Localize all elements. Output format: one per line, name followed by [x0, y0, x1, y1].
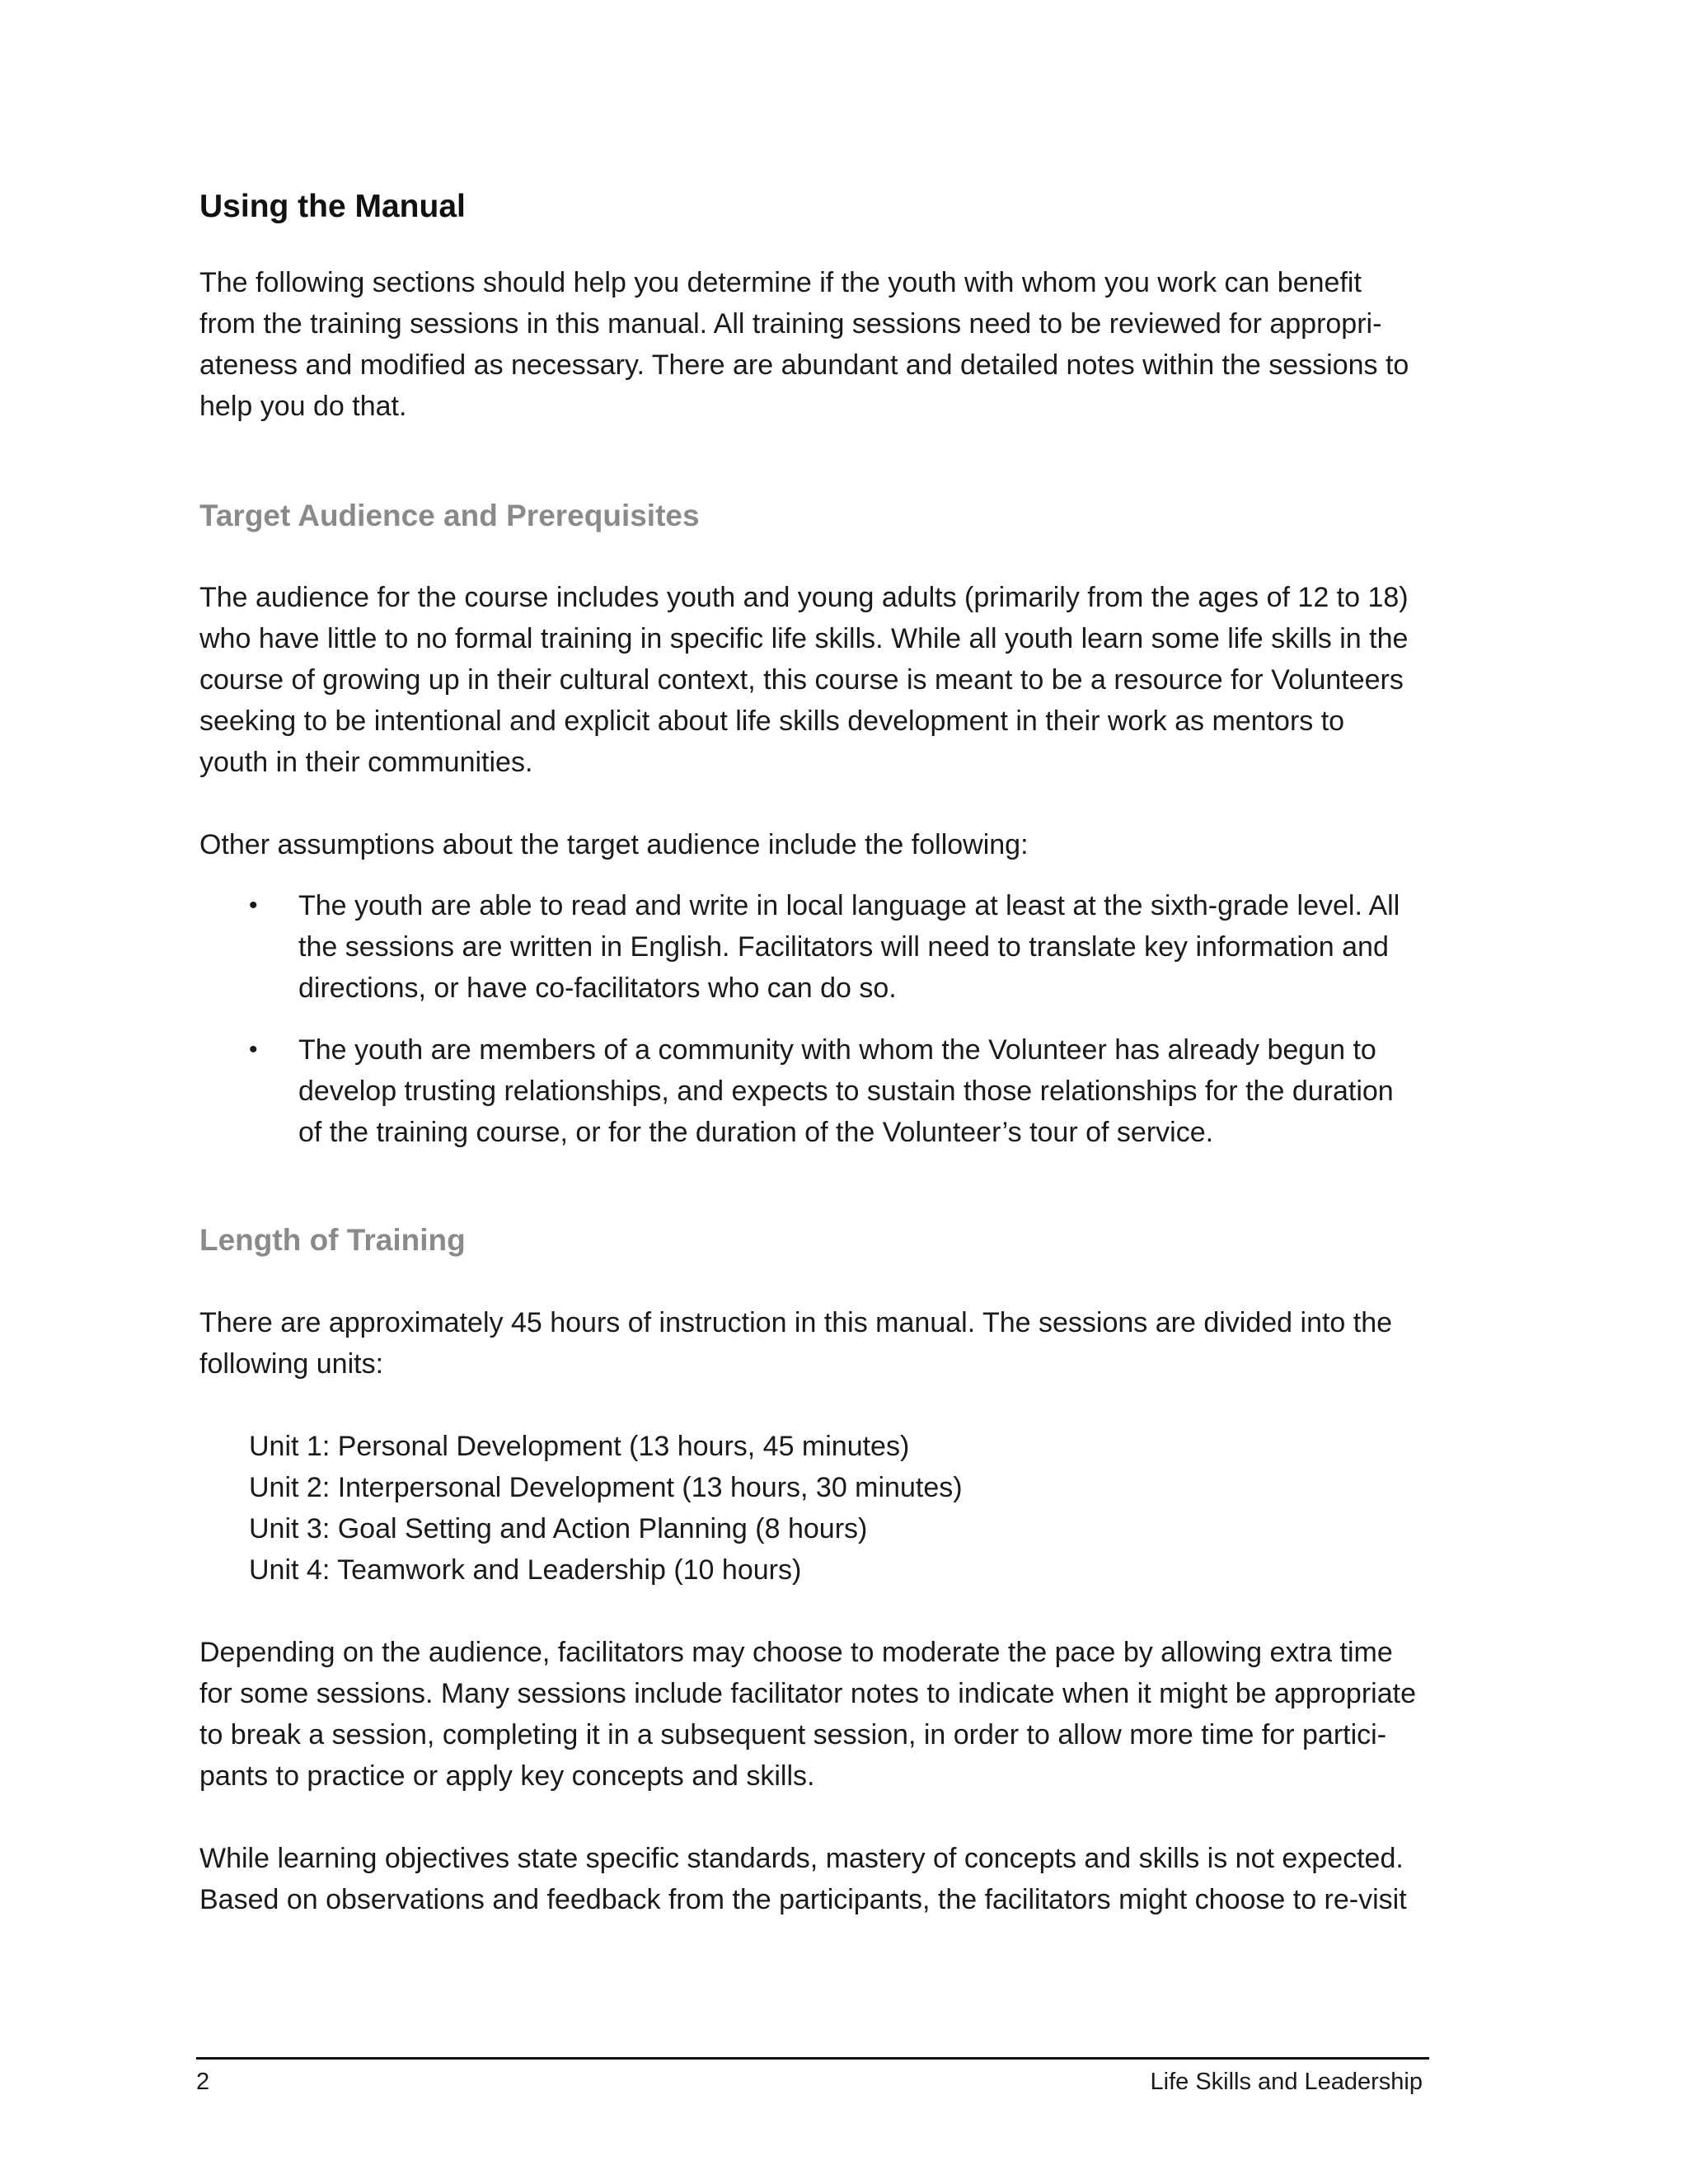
intro-paragraph: [199, 262, 1436, 427]
section-heading-length-of-training: Length of Training: [199, 1223, 466, 1258]
page-number: 2: [196, 2069, 210, 2095]
list-item: [199, 1029, 1436, 1153]
objectives-paragraph: [199, 1838, 1436, 1920]
unit-item: Unit 2: Interpersonal Development (13 hours, 30 minutes): [249, 1471, 963, 1503]
target-audience-paragraph: [199, 577, 1436, 783]
text-line: help you do that.: [199, 390, 407, 422]
text-line: ateness and modified as necessary. There are abundant and detailed notes within the sessions to: [199, 349, 1409, 381]
text-line: While learning objectives state specific standards, mastery of concepts and skills is not expected.: [199, 1842, 1404, 1874]
text-line: following units:: [199, 1347, 384, 1380]
running-title: Life Skills and Leadership: [1150, 2069, 1423, 2095]
list-item: [199, 885, 1436, 1009]
text-line: the sessions are written in English. Facilitators will need to translate key information and: [298, 931, 1389, 963]
bullet-icon: •: [249, 1036, 258, 1064]
text-line: The youth are members of a community with whom the Volunteer has already begun to: [298, 1034, 1376, 1066]
unit-item: Unit 4: Teamwork and Leadership (10 hours): [249, 1554, 802, 1586]
assumptions-list: [199, 885, 1436, 1153]
text-line: to break a session, completing it in a subsequent session, in order to allow more time for partici-: [199, 1718, 1387, 1750]
text-line: seeking to be intentional and explicit about life skills development in their work as mentors to: [199, 705, 1345, 738]
text-line: The following sections should help you determine if the youth with whom you work can benefit: [199, 266, 1362, 298]
text-line: The audience for the course includes youth and young adults (primarily from the ages of 12 to 18): [199, 582, 1409, 614]
text-line: youth in their communities.: [199, 747, 533, 779]
footer-divider: [196, 2057, 1429, 2060]
text-line: develop trusting relationships, and expects to sustain those relationships for the duration: [298, 1076, 1394, 1108]
assumptions-intro: Other assumptions about the target audience include the following:: [199, 829, 1029, 861]
page-content: [199, 188, 1436, 1920]
unit-item: Unit 3: Goal Setting and Action Planning (8 hours): [249, 1512, 868, 1544]
text-line: for some sessions. Many sessions include facilitator notes to indicate when it might be appropriate: [199, 1677, 1416, 1709]
text-line: Depending on the audience, facilitators may choose to moderate the pace by allowing extra time: [199, 1636, 1393, 1668]
units-list: [199, 1426, 1436, 1591]
text-line: directions, or have co-facilitators who can do so.: [298, 972, 897, 1005]
section-heading-target-audience: Target Audience and Prerequisites: [199, 498, 700, 532]
length-paragraph: [199, 1302, 1436, 1385]
text-line: of the training course, or for the duration of the Volunteer’s tour of service.: [298, 1117, 1214, 1149]
text-line: There are approximately 45 hours of instruction in this manual. The sessions are divided into the: [199, 1306, 1393, 1338]
text-line: course of growing up in their cultural context, this course is meant to be a resource for Volunteers: [199, 664, 1404, 696]
text-line: The youth are able to read and write in local language at least at the sixth-grade level. All: [298, 890, 1400, 922]
text-line: Based on observations and feedback from the participants, the facilitators might choose to re-visit: [199, 1883, 1407, 1915]
pace-paragraph: [199, 1632, 1436, 1797]
page-title: Using the Manual: [199, 189, 466, 224]
unit-item: Unit 1: Personal Development (13 hours, 45 minutes): [249, 1430, 910, 1462]
bullet-icon: •: [249, 892, 258, 920]
text-line: from the training sessions in this manual. All training sessions need to be reviewed for appropri-: [199, 307, 1382, 340]
text-line: pants to practice or apply key concepts and skills.: [199, 1760, 815, 1792]
text-line: who have little to no formal training in specific life skills. While all youth learn some life skills in the: [199, 623, 1409, 655]
